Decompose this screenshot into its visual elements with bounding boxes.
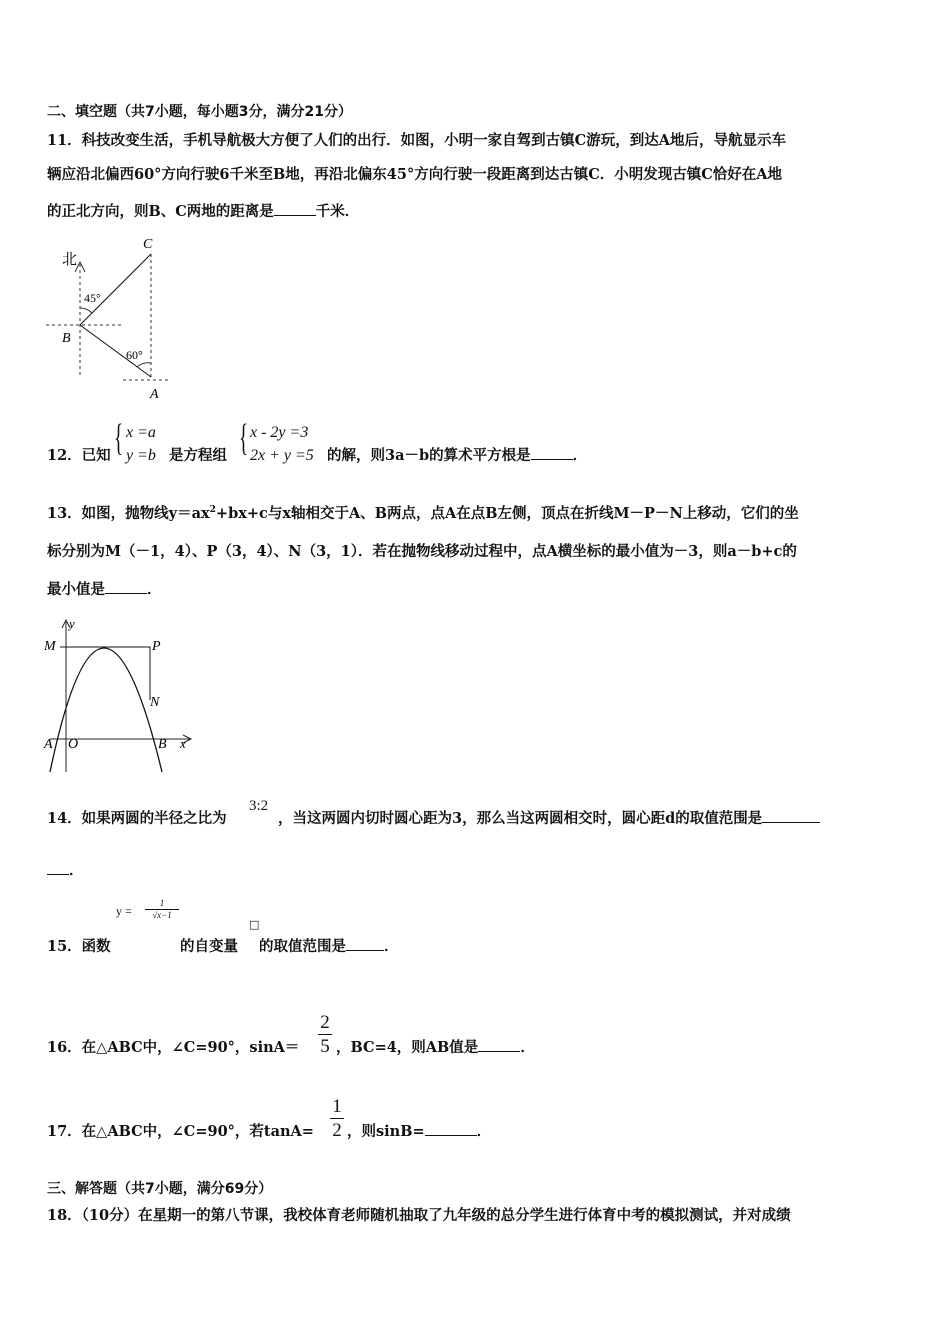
q11-angle-arc-45 <box>80 308 92 313</box>
q13-line1-sup: 2 <box>209 505 216 516</box>
q12-system-1 <box>126 421 156 467</box>
q17-end: ． <box>476 1123 492 1140</box>
q16-frac-den: 5 <box>320 1036 330 1057</box>
q13-line1-pre: 13．如图，抛物线y＝ax <box>47 505 210 522</box>
q12-prefix: 12．已知 <box>47 447 111 464</box>
q16-prefix: 16．在△ABC中，∠C=90°，sinA＝ <box>47 1039 300 1056</box>
q11-label-b: B <box>62 331 71 346</box>
q13-line2: 标分别为M（－1，4）、P（3，4）、N（3，1）．若在抛物线移动过程中，点A横坐标的最小值为－3，则a－b+c的 <box>47 543 797 560</box>
q12-brace-1: { <box>114 417 124 459</box>
q13-line3 <box>47 581 162 598</box>
q16-frac-num: 2 <box>320 1012 330 1033</box>
q14-line1-text: ，当这两圆内切时圆心距为3，那么当这两圆相交时，圆心距d的取值范围是 <box>278 810 763 827</box>
q13-line1 <box>47 505 799 522</box>
q13-figure <box>40 612 200 782</box>
q15-formula-den: √x−1 <box>145 909 179 921</box>
q17-suffix-text: ，则sinB= <box>347 1123 425 1140</box>
q17-fraction <box>330 1097 344 1140</box>
q11-segment-bc <box>80 254 151 325</box>
q11-line2: 辆应沿北偏西60°方向行驶6千米至B地，再沿北偏东45°方向行驶一段距离到达古镇C．小明发现古镇C恰好在A地 <box>47 166 783 183</box>
q14-ratio: 3:2 <box>249 798 269 814</box>
q14-line1 <box>278 810 820 827</box>
q15-suffix-text: 的取值范围是 <box>259 938 346 955</box>
section-heading-answer: 三、解答题（共7小题，满分69分） <box>47 1181 273 1197</box>
q11-label-angle60: 60° <box>126 348 143 362</box>
q15-formula-num: 1 <box>159 898 165 908</box>
q13-label-o: O <box>68 737 79 752</box>
q11-angle-arc-60 <box>137 363 151 367</box>
q15-prefix: 15．函数 <box>47 938 111 955</box>
q17-answer-blank[interactable] <box>425 1123 477 1136</box>
q13-label-y: y <box>69 616 75 631</box>
q14-prefix: 14．如果两圆的半径之比为 <box>47 810 227 827</box>
q11-label-north: 北 <box>62 252 78 268</box>
q12-mid: 是方程组 <box>169 447 227 464</box>
q11-label-c: C <box>143 237 153 252</box>
q16-suffix-text: ，BC=4，则AB值是 <box>336 1039 479 1056</box>
q16-fraction <box>318 1013 332 1056</box>
q11-line1: 11．科技改变生活，手机导航极大方便了人们的出行．如图，小明一家自驾到古镇C游玩，到达A地后，导航显示车 <box>47 132 786 149</box>
q12-system-2-row1: x - 2y =3 <box>250 424 309 441</box>
q12-suffix <box>327 447 587 464</box>
q17-frac-num: 1 <box>332 1096 342 1117</box>
q13-label-p: P <box>152 639 161 654</box>
section-heading-fill-in: 二、填空题（共7小题，每小题3分，满分21分） <box>47 104 352 120</box>
q17-suffix <box>347 1123 491 1140</box>
q14-answer-blank-1[interactable] <box>762 810 820 823</box>
q11-line3 <box>47 203 359 220</box>
q11-line3-text: 的正北方向，则B、C两地的距离是 <box>47 203 274 220</box>
q13-label-b: B <box>158 737 167 752</box>
q11-label-angle45: 45° <box>84 291 101 305</box>
q12-system-1-row2: y =b <box>126 447 156 465</box>
q13-label-m: M <box>44 639 56 654</box>
q13-parabola <box>50 648 162 772</box>
q15-suffix <box>259 938 399 955</box>
q12-system-2-row2: 2x + y =5 <box>250 447 314 465</box>
q16-answer-blank[interactable] <box>478 1039 520 1052</box>
q14-line2 <box>47 862 84 879</box>
q13-label-a: A <box>44 737 53 752</box>
q15-mid: 的自变量 <box>180 938 238 955</box>
q14-end: ． <box>69 862 84 879</box>
q16-end: ． <box>520 1039 535 1056</box>
q13-line3-text: 最小值是 <box>47 581 105 598</box>
q12-system-1-row1: x =a <box>126 424 156 441</box>
q15-variable-glyph: □ <box>249 918 260 931</box>
q16-frac-bar <box>318 1034 332 1035</box>
q17-frac-den: 2 <box>332 1120 342 1141</box>
q11-line3-end: 千米． <box>315 203 360 220</box>
q13-label-x: x <box>180 736 186 751</box>
q15-end: ． <box>384 938 399 955</box>
q12-suffix-text: 的解，则3a－b的算术平方根是 <box>327 447 531 464</box>
q12-system-2 <box>250 421 314 467</box>
q11-figure <box>40 232 170 402</box>
q17-frac-bar <box>330 1118 344 1119</box>
q15-formula-lhs: y = <box>116 904 132 918</box>
q11-label-a: A <box>150 387 159 402</box>
q15-formula-frac <box>145 898 179 921</box>
q15-answer-blank[interactable] <box>346 938 384 951</box>
q13-line1-post: +bx+c与x轴相交于A、B两点，点A在点B左侧，顶点在折线M－P－N上移动，它们的坐 <box>215 505 799 522</box>
q12-brace-2: { <box>239 417 249 459</box>
q14-answer-blank-2[interactable] <box>47 862 69 875</box>
q13-end: ． <box>147 581 162 598</box>
q12-answer-blank[interactable] <box>531 447 573 460</box>
q17-prefix: 17．在△ABC中，∠C=90°，若tanA= <box>47 1123 314 1140</box>
q12-end: ． <box>572 447 588 464</box>
q13-polyline-mpn <box>60 647 150 700</box>
q11-answer-blank[interactable] <box>274 203 316 216</box>
q18-line1: 18．（10分）在星期一的第八节课，我校体育老师随机抽取了九年级的总分学生进行体育中考的模拟测试，并对成绩 <box>47 1207 791 1224</box>
q16-suffix <box>336 1039 535 1056</box>
q13-label-n: N <box>150 695 160 710</box>
q13-answer-blank[interactable] <box>105 581 147 594</box>
